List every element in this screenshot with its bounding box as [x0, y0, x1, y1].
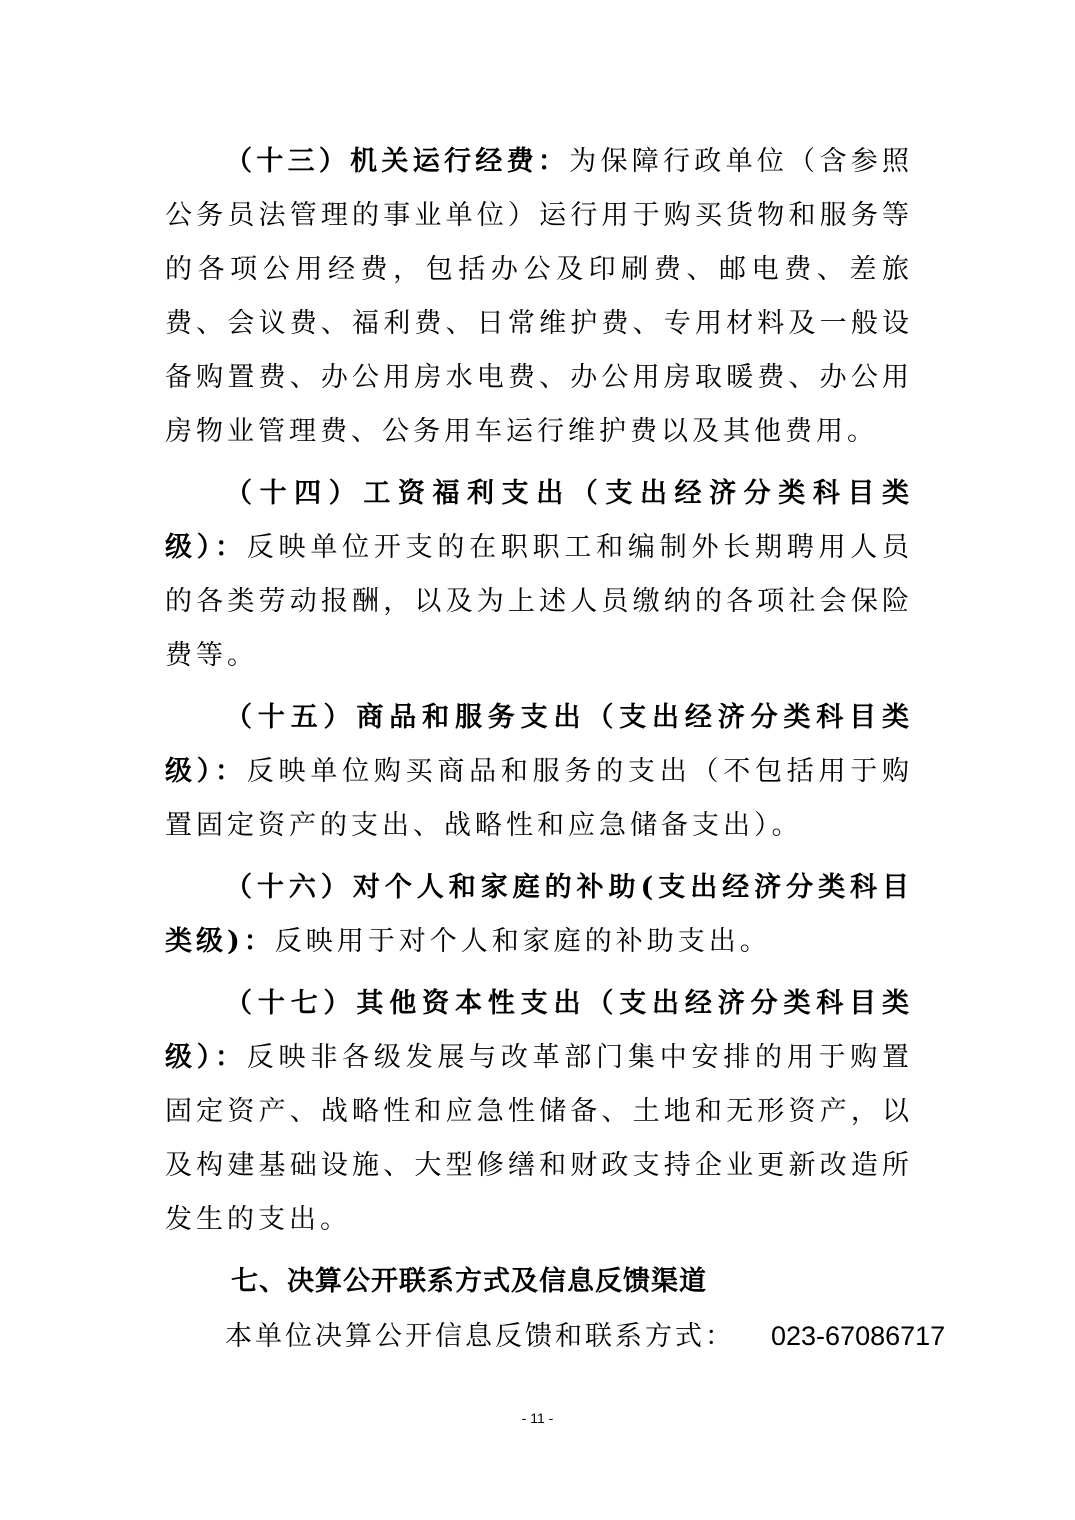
paragraph-item-17	[165, 977, 913, 1247]
paragraph-term: （十四）工资福利支出（支出经济分类科目类级）：	[165, 478, 913, 563]
paragraph-item-15	[165, 691, 913, 853]
paragraph-term: （十七）其他资本性支出（支出经济分类科目类级）：	[165, 988, 913, 1073]
paragraph-term: （十六）对个人和家庭的补助(支出经济分类科目类级)：	[165, 872, 913, 957]
paragraph-term: （十三）机关运行经费：	[225, 146, 570, 177]
contact-phone: 023-67086717	[771, 1321, 946, 1351]
paragraph-text: 为保障行政单位（含参照公务员法管理的事业单位）运行用于购买货物和服务等的各项公用经费，包括办公及印刷费、邮电费、差旅费、会议费、福利费、日常维护费、专用材料及一般设备购置费、办公用房水电费、办公用房取暖费、办公用房物业管理费、公务用车运行维护费以及其他费用。	[165, 146, 914, 447]
contact-line	[165, 1309, 946, 1364]
document-body	[165, 135, 946, 1364]
contact-label: 本单位决算公开信息反馈和联系方式：	[225, 1321, 735, 1352]
page-number: - 11 -	[521, 1410, 554, 1426]
paragraph-text: 反映用于对个人和家庭的补助支出。	[274, 926, 771, 957]
paragraph-text: 反映单位开支的在职职工和编制外长期聘用人员的各类劳动报酬，以及为上述人员缴纳的各项社会保险费等。	[165, 532, 914, 671]
paragraph-item-13	[165, 135, 913, 459]
paragraph-term: （十五）商品和服务支出（支出经济分类科目类级）：	[165, 702, 913, 787]
paragraph-item-14	[165, 467, 913, 683]
section-heading: 七、决算公开联系方式及信息反馈渠道	[231, 1266, 707, 1297]
paragraph-text: 反映非各级发展与改革部门集中安排的用于购置固定资产、战略性和应急性储备、土地和无形资产，以及构建基础设施、大型修缮和财政支持企业更新改造所发生的支出。	[165, 1042, 914, 1235]
paragraph-text: 反映单位购买商品和服务的支出（不包括用于购置固定资产的支出、战略性和应急储备支出）。	[165, 756, 914, 841]
paragraph-item-16	[165, 861, 913, 969]
